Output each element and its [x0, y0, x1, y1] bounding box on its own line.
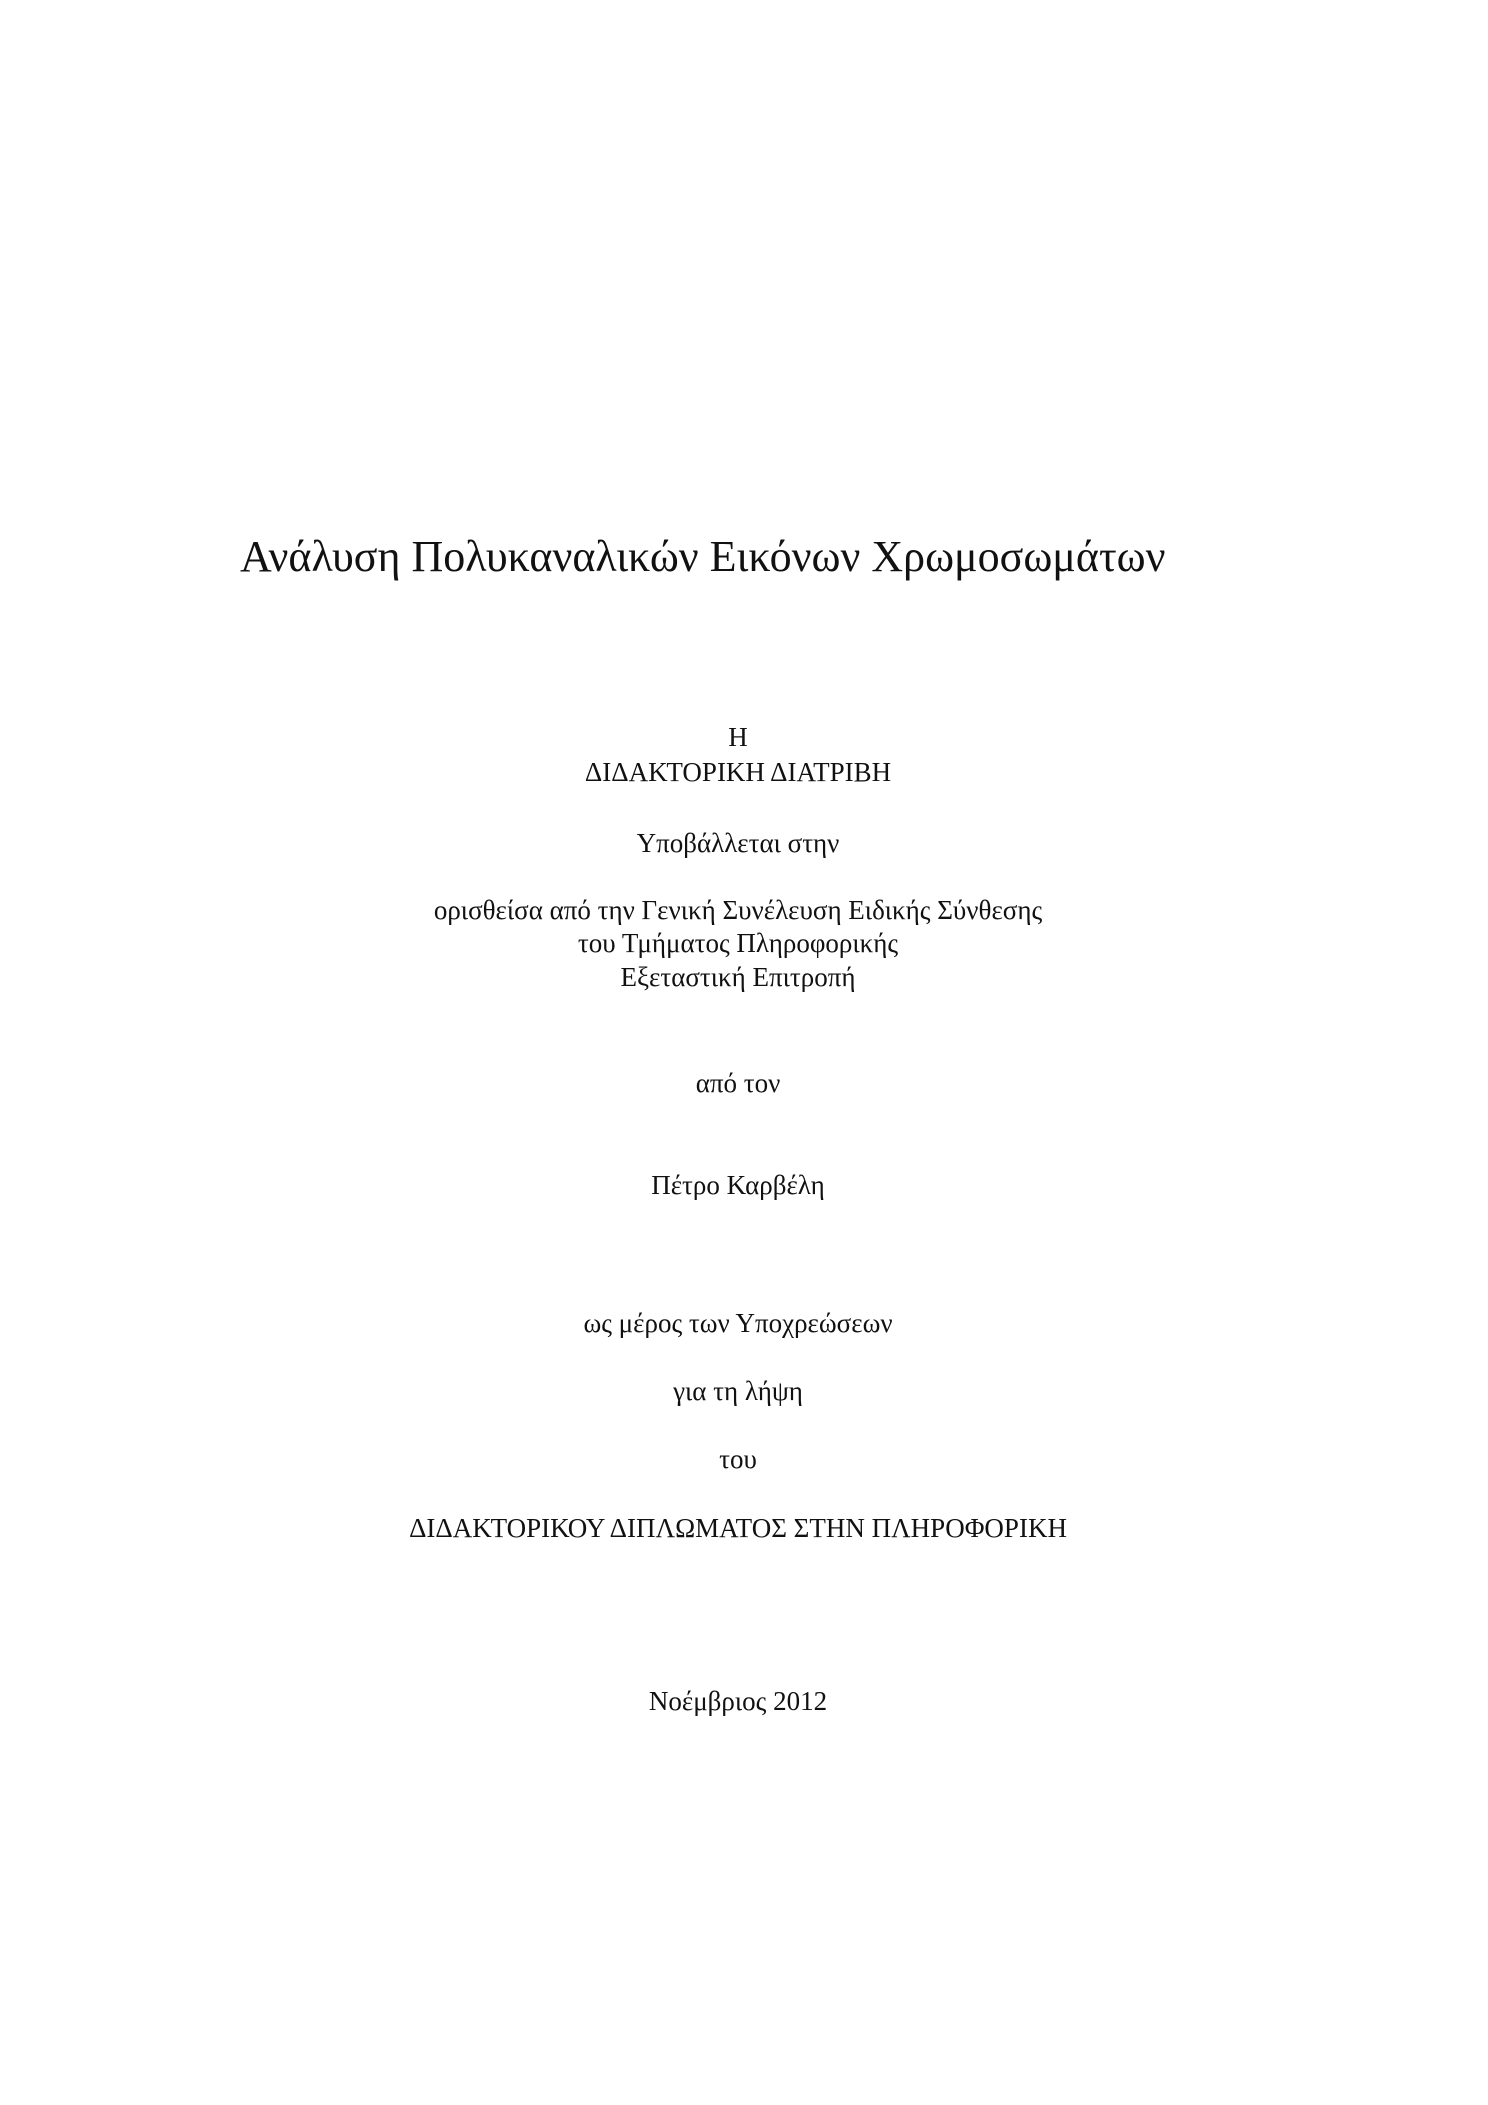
committee-line-1: ορισθείσα από την Γενική Συνέλευση Ειδικής Σύνθεσης: [433, 895, 1043, 925]
committee-line-2: του Τμήματος Πληροφορικής: [577, 928, 899, 958]
article-text: Η: [728, 722, 748, 752]
by-text: από τον: [695, 1068, 781, 1098]
thesis-title: Ανάλυση Πολυκαναλικών Εικόνων Χρωμοσωμάτων: [240, 532, 1166, 581]
degree-name: ΔΙΔΑΚΤΟΡΙΚΟΥ ΔΙΠΛΩΜΑΤΟΣ ΣΤΗΝ ΠΛΗΡΟΦΟΡΙΚΗ: [409, 1513, 1067, 1543]
submission-date: Νοέμβριος 2012: [648, 1686, 828, 1716]
of-the-text: του: [719, 1444, 757, 1474]
for-obtaining-text: για τη λήψη: [673, 1376, 803, 1406]
committee-line-3: Εξεταστική Επιτροπή: [620, 962, 856, 992]
submitted-to-text: Υποβάλλεται στην: [636, 828, 840, 858]
document-type: ΔΙΔΑΚΤΟΡΙΚΗ ΔΙΑΤΡΙΒΗ: [584, 757, 892, 787]
requirements-text: ως μέρος των Υποχρεώσεων: [583, 1308, 893, 1338]
author-name: Πέτρο Καρβέλη: [651, 1170, 825, 1200]
